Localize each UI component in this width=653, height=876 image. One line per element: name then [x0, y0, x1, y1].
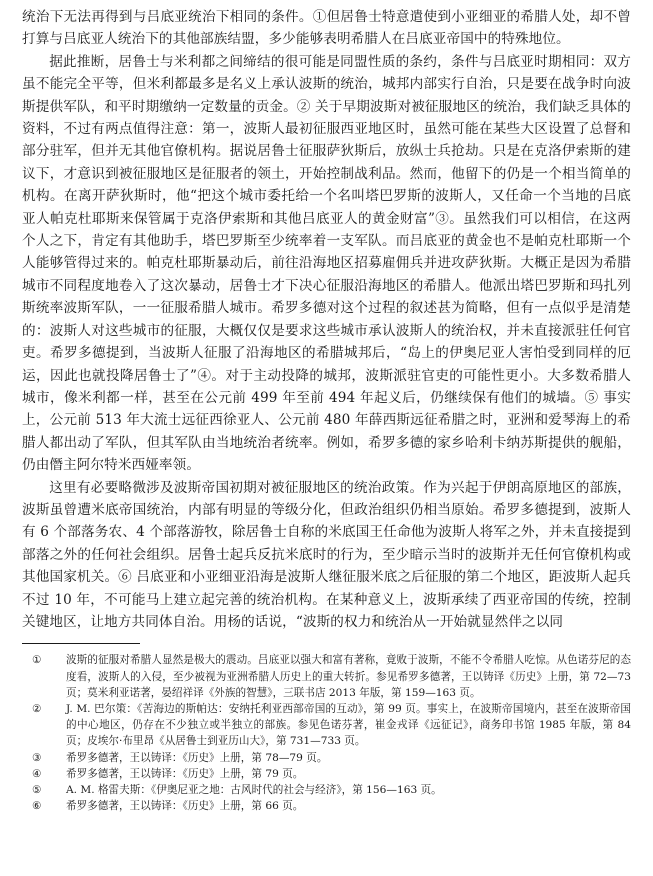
footnote [22, 782, 631, 798]
footnote-number: ① [32, 654, 42, 667]
footnote-text: J. M. 巴尔策：《苦海边的斯帕达：安纳托利亚西部帝国的互动》，第 99 页。事实上，在波斯帝国境内，甚至在波斯帝国的中心地区，仍存在不少独立或半独立的部族。参见色诺芬著，崔金戎译《远征记》，商务印书馆 1985 年版，第 84 页；皮埃尔·布里昂《从居鲁士到亚历山大》，第 731—733 页。 [66, 702, 631, 748]
paragraph-2: 据此推断，居鲁士与米利都之间缔结的很可能是同盟性质的条约，条件与吕底亚时期相同：双方虽不能完全平等，但米利都最多是名义上承认波斯的统治，城邦内部实行自治，只是要在战争时向波斯提供军队，和平时期缴纳一定数量的贡金。② 关于早期波斯对被征服地区的统治，我们缺乏具体的资料，不过有两点值得注意：第一，波斯人最初征服西亚地区时，虽然可能在某些大区设置了总督和部分驻军，但并无其他官僚机构。据说居鲁士征服萨狄斯后，放纵士兵抢劫。只是在克洛伊索斯的建议下，才意识到被征服地区是征服者的领土，开始控制战利品。然而，他留下的仍是一个相当简单的机构。在离开萨狄斯时，他“把这个城市委托给一个名叫塔巴罗斯的波斯人，又任命一个当地的吕底亚人帕克杜耶斯来保管属于克洛伊索斯和其他吕底亚人的黄金财富”③。虽然我们可以相信，在这两个人之下，肯定有其他助手，塔巴罗斯至少统率着一支军队。而吕底亚的黄金也不是帕克杜耶斯一个人能够管得过来的。帕克杜耶斯暴动后，前往沿海地区招募雇佣兵并进攻萨狄斯。大概正是因为希腊城市不同程度地卷入了这次暴动，居鲁士才下决心征服沿海地区的希腊人。他派出塔巴罗斯和玛扎列斯统率波斯军队，一一征服希腊人城市。希罗多德对这个过程的叙述甚为简略，但有一点似乎是清楚的：波斯人对这些城市的征服，大概仅仅是要求这些城市承认波斯人的统治权，并未直接派驻任何官吏。希罗多德提到，当波斯人征服了沿海地区的希腊城邦后，“岛上的伊奥尼亚人害怕受到同样的厄运，因此也就投降居鲁士了”④。对于主动投降的城邦，波斯派驻官吏的可能性更小。大多数希腊人城市，像米利都一样，甚至在公元前 499 年至前 494 年起义后，仍继续保有他们的城墙。⑤ 事实上，公元前 513 年大流士远征西徐亚人、公元前 480 年薛西斯远征希腊之时，亚洲和爱琴海上的希腊人都出动了军队，但其军队由当地统治者统率。例如，希罗多德的家乡哈利卡纳苏斯提供的舰船，仍由僭主阿尔特米西娅率领。 [22, 53, 631, 474]
footnote-text: 希罗多德著，王以铸译：《历史》上册，第 66 页。 [66, 800, 304, 813]
footnote-number: ④ [32, 767, 42, 780]
paragraph-3: 这里有必要略微涉及波斯帝国初期对被征服地区的统治政策。作为兴起于伊朗高原地区的部族，波斯虽曾遭米底帝国统治，内部有明显的等级分化，但政治组织仍相当原始。希罗多德提到，波斯人有 6 个部落务农、4 个部落游牧，除居鲁士自称的米底国王任命他为波斯人将军之外，并未直接提到部落之外的任何社会组织。居鲁士起兵反抗米底时的行为，至少暗示当时的波斯并无任何官僚机构或其他国家机关。⑥ 吕底亚和小亚细亚沿海是波斯人继征服米底之后征服的第二个地区，距波斯人起兵不过 10 年，不可能马上建立起完善的统治机构。在某种意义上，波斯承续了西亚帝国的传统，控制关键地区，让地方共同体自治。用杨的话说，“波斯的权力和统治从一开始就显然伴之以同 [22, 479, 631, 630]
footnote-text: A. M. 格雷夫斯：《伊奥尼亚之地：古风时代的社会与经济》，第 156—163 页。 [66, 784, 442, 796]
footnote-number: ③ [32, 751, 42, 764]
footnote [22, 798, 631, 814]
footnotes [22, 652, 631, 814]
footnote [22, 701, 631, 750]
footnote [22, 766, 631, 782]
footnote-text: 希罗多德著，王以铸译：《历史》上册，第 79 页。 [66, 767, 304, 780]
paragraph-1: 统治下无法再得到与吕底亚统治下相同的条件。①但居鲁士特意遣使到小亚细亚的希腊人处，却不曾打算与吕底亚人统治下的其他部族结盟，多少能够表明希腊人在吕底亚帝国中的特殊地位。 [22, 9, 631, 48]
footnote-divider [22, 643, 140, 644]
footnote-number: ⑤ [32, 784, 42, 796]
footnote-text: 希罗多德著，王以铸译：《历史》上册，第 78—79 页。 [66, 751, 328, 764]
footnote [22, 652, 631, 701]
footnote-text: 波斯的征服对希腊人显然是极大的震动。吕底亚以强大和富有著称，竟败于波斯，不能不令希腊人吃惊。从色诺芬尼的态度看，波斯人的入侵，至少被视为亚洲希腊人历史上的重大转折。参见希罗多德著，王以铸译《历史》上册，第 72—73 页；莫米利亚诺著，晏绍祥译《外族的智慧》，三联书店 2013 年版，第 159—163 页。 [66, 654, 631, 699]
footnote [22, 750, 631, 766]
footnote-number: ⑥ [32, 800, 42, 813]
footnote-number: ② [32, 702, 42, 715]
